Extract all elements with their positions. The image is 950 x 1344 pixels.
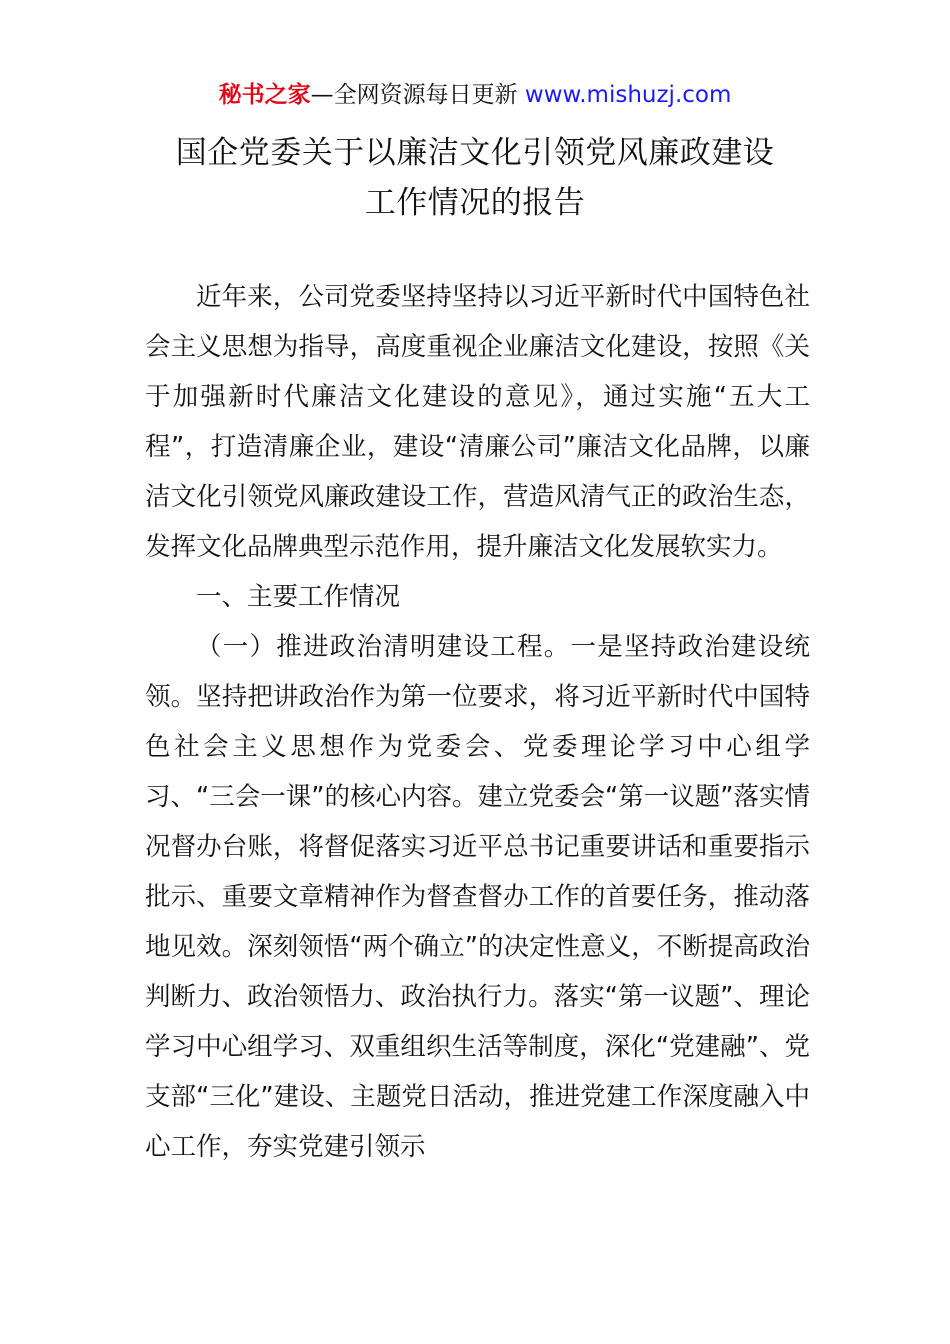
intro-paragraph: 近年来，公司党委坚持坚持以习近平新时代中国特色社会主义思想为指导，高度重视企业廉洁文化建设，按照《关于加强新时代廉洁文化建设的意见》，通过实施“五大工程”，打造清廉企业，建设“清廉公司”廉洁文化品牌，以廉洁文化引领党风廉政建设工作，营造风清气正的政治生态，发挥文化品牌典型示范作用，提升廉洁文化发展软实力。 bbox=[145, 282, 810, 562]
section-paragraph: （一）推进政治清明建设工程。一是坚持政治建设统领。坚持把讲政治作为第一位要求，将习近平新时代中国特色社会主义思想作为党委会、党委理论学习中心组学习、“三会一课”的核心内容。建立党委会“第一议题”落实情况督办台账，将督促落实习近平总书记重要讲话和重要指示批示、重要文章精神作为督查督办工作的首要任务，推动落地见效。深刻领悟“两个确立”的决定性意义，不断提高政治判断力、政治领悟力、政治执行力。落实“第一议题”、理论学习中心组学习、双重组织生活等制度，深化“党建融”、党支部“三化”建设、主题党日活动，推进党建工作深度融入中心工作，夯实党建引领示 bbox=[145, 632, 810, 1162]
site-header bbox=[0, 78, 950, 112]
document-body bbox=[145, 272, 810, 1172]
title-line-1: 国企党委关于以廉洁文化引领党风廉政建设 bbox=[175, 135, 775, 171]
title-line-2: 工作情况的报告 bbox=[364, 185, 586, 221]
site-url-link[interactable]: www.mishuzj.com bbox=[524, 82, 732, 108]
brand-name: 秘书之家 bbox=[218, 82, 311, 108]
section-heading: 一、主要工作情况 bbox=[196, 582, 401, 612]
header-tagline: —全网资源每日更新 bbox=[310, 82, 518, 108]
document-title bbox=[0, 128, 950, 228]
